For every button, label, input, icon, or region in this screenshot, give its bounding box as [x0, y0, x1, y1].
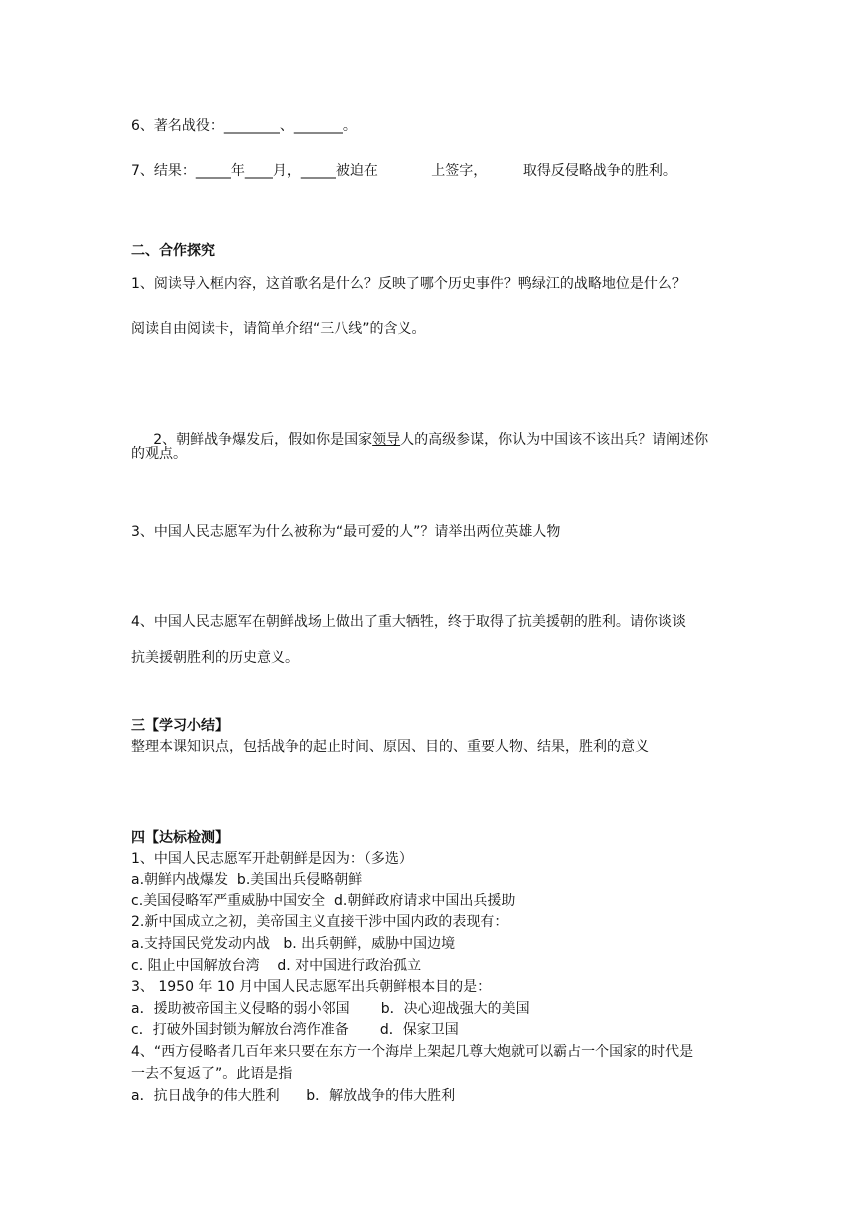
section-2-heading: 二、合作探究 [131, 243, 215, 259]
explore-q2-line2: 的观点。 [131, 446, 187, 462]
test-line: a.朝鲜内战爆发 b.美国出兵侵略朝鲜 [131, 872, 363, 888]
test-line: 3、 1950 年 10 月中国人民志愿军出兵朝鲜根本目的是： [131, 979, 492, 995]
question-6: 6、著名战役：________、_______。 [131, 118, 357, 134]
test-line: a．援助被帝国主义侵略的弱小邻国 b．决心迎战强大的美国 [131, 1001, 530, 1017]
explore-q1-line1: 1、阅读导入框内容，这首歌名是什么？反映了哪个历史事件？鸭绿江的战略地位是什么？ [131, 276, 686, 292]
explore-q2-line1 [131, 410, 708, 470]
test-line: c. 阻止中国解放台湾 d. 对中国进行政治孤立 [131, 958, 422, 974]
section-4-heading: 四【达标检测】 [131, 830, 229, 846]
test-line: a.支持国民党发动内战 b. 出兵朝鲜，威胁中国边境 [131, 936, 456, 952]
test-line: 4、“西方侵略者几百年来只要在东方一个海岸上架起几尊大炮就可以霸占一个国家的时代是 [131, 1044, 694, 1060]
q2-text-b: 人的高级参谋，你认为中国该不该出兵？请阐述你 [400, 432, 709, 448]
test-line: c．打破外国封锁为解放台湾作准备 d．保家卫国 [131, 1022, 459, 1038]
test-line: 1、中国人民志愿军开赴朝鲜是因为：（多选） [131, 851, 413, 867]
test-line: c.美国侵略军严重威胁中国安全 d.朝鲜政府请求中国出兵援助 [131, 893, 516, 909]
section-3-heading: 三【学习小结】 [131, 718, 229, 734]
q2-text-a: 2、朝鲜战争爆发后，假如你是国家 [148, 432, 373, 448]
explore-q4-line1: 4、中国人民志愿军在朝鲜战场上做出了重大牺牲，终于取得了抗美援朝的胜利。请你谈谈 [131, 614, 686, 630]
question-7: 7、结果：_____年____月，_____被迫在 上签字， 取得反侵略战争的胜利。 [131, 163, 677, 179]
explore-q1-line2: 阅读自由阅读卡，请简单介绍“三八线”的含义。 [131, 321, 426, 337]
test-line: 一去不复返了”。此语是指 [131, 1066, 293, 1082]
test-line: 2.新中国成立之初，美帝国主义直接干涉中国内政的表现有： [131, 914, 509, 930]
explore-q4-line2: 抗美援朝胜利的历史意义。 [131, 650, 299, 666]
test-line: a．抗日战争的伟大胜利 b．解放战争的伟大胜利 [131, 1088, 456, 1104]
q2-underlined-word: 领导 [372, 432, 401, 448]
summary-text: 整理本课知识点，包括战争的起止时间、原因、目的、重要人物、结果，胜利的意义 [131, 739, 649, 755]
explore-q3: 3、中国人民志愿军为什么被称为“最可爱的人”？请举出两位英雄人物 [131, 524, 561, 540]
